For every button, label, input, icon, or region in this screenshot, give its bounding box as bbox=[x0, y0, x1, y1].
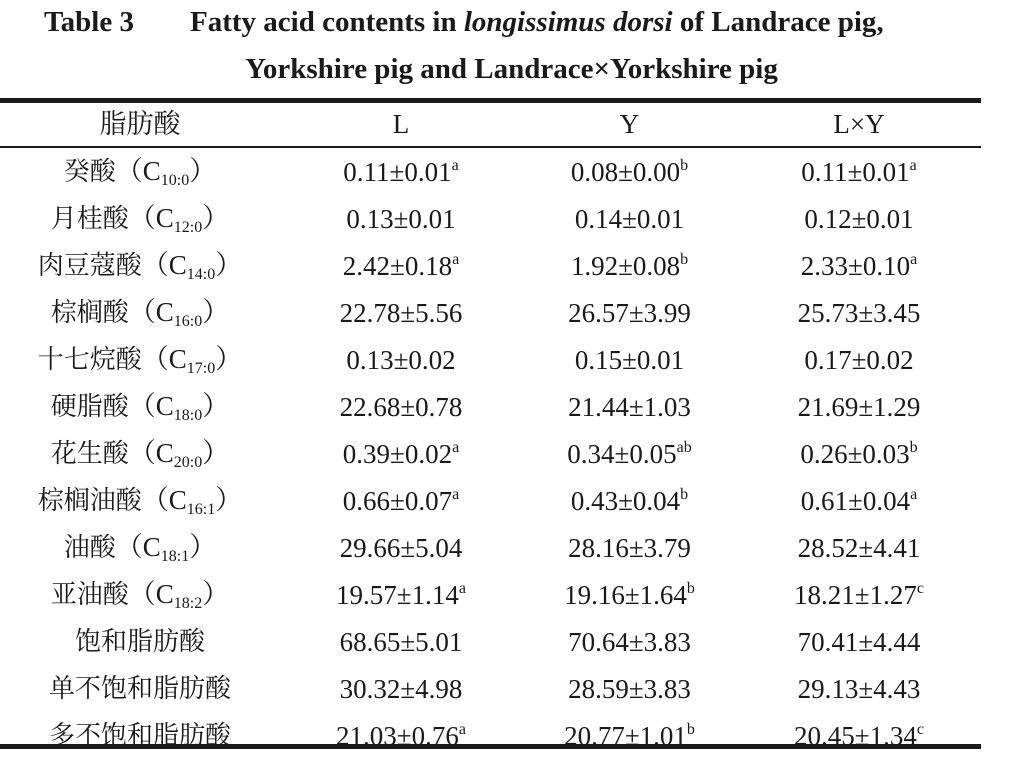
value-l-cell bbox=[280, 665, 522, 712]
formula-open: （C bbox=[141, 485, 187, 515]
table-row bbox=[0, 524, 981, 571]
value-y: 0.15±0.01 bbox=[574, 344, 685, 375]
fatty-acid-formula bbox=[128, 579, 230, 612]
value-l: 21.03±0.76 bbox=[336, 720, 459, 751]
fatty-acid-name: 肉豆蔻酸 bbox=[37, 251, 142, 281]
fatty-acid-table bbox=[0, 103, 981, 759]
formula-subscript: 16:1 bbox=[186, 501, 216, 518]
value-l-cell bbox=[280, 195, 522, 242]
value-y: 0.43±0.04 bbox=[570, 485, 681, 516]
formula-close: ） bbox=[215, 250, 243, 280]
formula-subscript: 16:0 bbox=[173, 313, 203, 330]
table-row bbox=[0, 146, 981, 195]
formula-subscript: 12:0 bbox=[173, 219, 203, 236]
table-row bbox=[0, 571, 981, 618]
fatty-acid-name-cell bbox=[0, 430, 280, 477]
value-lxy: 28.52±4.41 bbox=[797, 532, 921, 563]
significance-superscript: c bbox=[916, 720, 924, 738]
value-lxy-cell bbox=[737, 195, 981, 242]
value-y: 0.14±0.01 bbox=[574, 203, 685, 234]
fatty-acid-name-cell bbox=[0, 712, 280, 759]
fatty-acid-name-cell bbox=[0, 477, 280, 524]
formula-subscript: 18:0 bbox=[173, 407, 203, 424]
fatty-acid-formula bbox=[141, 485, 243, 518]
value-y-cell bbox=[522, 195, 737, 242]
title-prefix: Fatty acid contents in bbox=[190, 6, 464, 38]
table-row bbox=[0, 242, 981, 289]
value-l: 0.11±0.01 bbox=[343, 156, 452, 187]
formula-close: ） bbox=[202, 579, 230, 609]
significance-superscript: a bbox=[910, 485, 918, 503]
formula-open: （C bbox=[115, 156, 161, 186]
value-l: 0.39±0.02 bbox=[342, 438, 453, 469]
formula-close: ） bbox=[202, 203, 230, 233]
table-row bbox=[0, 383, 981, 430]
value-l-cell bbox=[280, 571, 522, 618]
fatty-acid-name: 棕榈酸 bbox=[50, 298, 129, 328]
value-lxy-cell bbox=[737, 571, 981, 618]
title-suffix: of Landrace pig, bbox=[672, 6, 884, 38]
formula-close: ） bbox=[202, 391, 230, 421]
value-l-cell bbox=[280, 289, 522, 336]
table-caption-line-2 bbox=[0, 53, 1017, 86]
significance-superscript: c bbox=[916, 579, 924, 597]
formula-open: （C bbox=[128, 438, 174, 468]
fatty-acid-formula bbox=[128, 203, 230, 236]
table-body bbox=[0, 146, 981, 759]
value-lxy: 0.61±0.04 bbox=[800, 485, 911, 516]
table-row bbox=[0, 430, 981, 477]
value-lxy-cell bbox=[737, 712, 981, 759]
value-y: 0.08±0.00 bbox=[570, 156, 681, 187]
significance-superscript: a bbox=[452, 438, 460, 456]
value-l-cell bbox=[280, 336, 522, 383]
formula-open: （C bbox=[141, 250, 187, 280]
value-y: 26.57±3.99 bbox=[568, 297, 691, 328]
table-row bbox=[0, 618, 981, 665]
value-lxy: 29.13±4.43 bbox=[797, 673, 921, 704]
significance-superscript: b bbox=[680, 156, 689, 174]
value-y: 1.92±0.08 bbox=[570, 250, 681, 281]
significance-superscript: b bbox=[686, 579, 695, 597]
value-y-cell bbox=[522, 524, 737, 571]
fatty-acid-formula bbox=[141, 344, 243, 377]
fatty-acid-name: 单不饱和脂肪酸 bbox=[48, 674, 231, 704]
formula-open: （C bbox=[141, 344, 187, 374]
value-l: 22.68±0.78 bbox=[339, 391, 463, 422]
significance-superscript: a bbox=[909, 156, 917, 174]
fatty-acid-name-cell bbox=[0, 383, 280, 430]
fatty-acid-name-cell bbox=[0, 289, 280, 336]
header-row bbox=[0, 103, 981, 146]
significance-superscript: b bbox=[909, 438, 918, 456]
value-l: 0.13±0.01 bbox=[346, 203, 456, 234]
value-lxy: 70.41±4.44 bbox=[797, 626, 921, 657]
fatty-acid-name-cell bbox=[0, 665, 280, 712]
value-y-cell bbox=[522, 665, 737, 712]
value-l: 68.65±5.01 bbox=[339, 626, 463, 657]
fatty-acid-formula bbox=[115, 156, 217, 189]
value-y-cell bbox=[522, 383, 737, 430]
table-row bbox=[0, 665, 981, 712]
value-l: 22.78±5.56 bbox=[339, 297, 463, 328]
value-l-cell bbox=[280, 618, 522, 665]
table-row bbox=[0, 712, 981, 759]
fatty-acid-name: 十七烷酸 bbox=[37, 345, 142, 375]
value-y-cell bbox=[522, 336, 737, 383]
value-lxy: 18.21±1.27 bbox=[794, 579, 917, 610]
value-lxy-cell bbox=[737, 618, 981, 665]
value-lxy: 0.17±0.02 bbox=[804, 344, 914, 375]
formula-close: ） bbox=[215, 485, 243, 515]
value-y: 28.59±3.83 bbox=[568, 673, 691, 704]
value-lxy: 21.69±1.29 bbox=[797, 391, 921, 422]
table-row bbox=[0, 336, 981, 383]
value-y: 0.34±0.05 bbox=[567, 438, 677, 469]
value-y: 21.44±1.03 bbox=[568, 391, 691, 422]
significance-superscript: a bbox=[452, 485, 460, 503]
table-label: Table 3 bbox=[44, 6, 134, 38]
fatty-acid-name-cell bbox=[0, 524, 280, 571]
fatty-acid-formula bbox=[128, 391, 230, 424]
fatty-acid-name: 油酸 bbox=[63, 533, 116, 563]
column-header-y: Y bbox=[619, 109, 640, 139]
formula-open: （C bbox=[115, 532, 161, 562]
fatty-acid-name: 癸酸 bbox=[63, 157, 116, 187]
significance-superscript: a bbox=[458, 579, 466, 597]
value-lxy-cell bbox=[737, 524, 981, 571]
value-y-cell bbox=[522, 712, 737, 759]
value-lxy: 0.26±0.03 bbox=[800, 438, 910, 469]
significance-superscript: a bbox=[910, 250, 918, 268]
significance-superscript: a bbox=[458, 720, 466, 738]
formula-open: （C bbox=[128, 203, 174, 233]
value-lxy-cell bbox=[737, 665, 981, 712]
value-l-cell bbox=[280, 477, 522, 524]
value-lxy: 0.12±0.01 bbox=[804, 203, 914, 234]
value-lxy-cell bbox=[737, 146, 981, 195]
value-y: 19.16±1.64 bbox=[564, 579, 687, 610]
value-lxy: 0.11±0.01 bbox=[801, 156, 910, 187]
value-y-cell bbox=[522, 477, 737, 524]
fatty-acid-name: 硬脂酸 bbox=[50, 392, 129, 422]
significance-superscript: b bbox=[680, 250, 689, 268]
fatty-acid-formula bbox=[128, 297, 230, 330]
column-header-fatty-acid: 脂肪酸 bbox=[99, 109, 181, 140]
fatty-acid-formula bbox=[128, 438, 230, 471]
value-l: 29.66±5.04 bbox=[339, 532, 463, 563]
column-header-lxy: L×Y bbox=[833, 109, 885, 139]
table-title bbox=[190, 6, 884, 39]
value-l: 30.32±4.98 bbox=[339, 673, 463, 704]
value-l-cell bbox=[280, 383, 522, 430]
value-lxy-cell bbox=[737, 477, 981, 524]
fatty-acid-formula bbox=[115, 532, 217, 565]
formula-subscript: 17:0 bbox=[186, 360, 216, 377]
fatty-acid-name-cell bbox=[0, 571, 280, 618]
significance-superscript: b bbox=[680, 485, 689, 503]
fatty-acid-name: 饱和脂肪酸 bbox=[74, 627, 205, 657]
value-y-cell bbox=[522, 289, 737, 336]
value-y: 20.77±1.01 bbox=[564, 720, 687, 751]
formula-open: （C bbox=[128, 297, 174, 327]
value-y-cell bbox=[522, 146, 737, 195]
value-y-cell bbox=[522, 618, 737, 665]
value-l-cell bbox=[280, 146, 522, 195]
significance-superscript: a bbox=[452, 250, 460, 268]
formula-open: （C bbox=[128, 391, 174, 421]
value-l: 0.66±0.07 bbox=[342, 485, 453, 516]
value-lxy: 20.45±1.34 bbox=[794, 720, 917, 751]
value-l: 0.13±0.02 bbox=[346, 344, 456, 375]
fatty-acid-name-cell bbox=[0, 146, 280, 195]
value-l-cell bbox=[280, 524, 522, 571]
formula-close: ） bbox=[202, 297, 230, 327]
value-y: 70.64±3.83 bbox=[568, 626, 691, 657]
fatty-acid-name: 多不饱和脂肪酸 bbox=[48, 721, 231, 751]
value-y-cell bbox=[522, 430, 737, 477]
value-l: 2.42±0.18 bbox=[342, 250, 453, 281]
fatty-acid-name-cell bbox=[0, 618, 280, 665]
formula-subscript: 10:0 bbox=[160, 172, 190, 189]
value-y: 28.16±3.79 bbox=[568, 532, 691, 563]
significance-superscript: a bbox=[451, 156, 459, 174]
formula-subscript: 18:2 bbox=[173, 595, 203, 612]
value-lxy: 2.33±0.10 bbox=[800, 250, 911, 281]
value-lxy-cell bbox=[737, 289, 981, 336]
table-row bbox=[0, 195, 981, 242]
formula-close: ） bbox=[215, 344, 243, 374]
value-l-cell bbox=[280, 430, 522, 477]
formula-subscript: 18:1 bbox=[160, 548, 190, 565]
table-row bbox=[0, 289, 981, 336]
fatty-acid-name: 亚油酸 bbox=[50, 580, 129, 610]
value-lxy-cell bbox=[737, 336, 981, 383]
value-l: 19.57±1.14 bbox=[336, 579, 459, 610]
value-y-cell bbox=[522, 242, 737, 289]
fatty-acid-name: 月桂酸 bbox=[50, 204, 129, 234]
fatty-acid-name-cell bbox=[0, 242, 280, 289]
fatty-acid-name: 棕榈油酸 bbox=[37, 486, 142, 516]
formula-close: ） bbox=[189, 532, 217, 562]
fatty-acid-name-cell bbox=[0, 336, 280, 383]
value-l-cell bbox=[280, 242, 522, 289]
title-italic: longissimus dorsi bbox=[463, 6, 673, 38]
fatty-acid-formula bbox=[141, 250, 243, 283]
value-lxy: 25.73±3.45 bbox=[797, 297, 921, 328]
value-lxy-cell bbox=[737, 383, 981, 430]
title-line-2: Yorkshire pig and Landrace×Yorkshire pig bbox=[245, 53, 778, 85]
table-row bbox=[0, 477, 981, 524]
formula-close: ） bbox=[202, 438, 230, 468]
value-lxy-cell bbox=[737, 242, 981, 289]
formula-open: （C bbox=[128, 579, 174, 609]
significance-superscript: ab bbox=[676, 438, 692, 456]
formula-subscript: 20:0 bbox=[173, 454, 203, 471]
formula-close: ） bbox=[189, 156, 217, 186]
fatty-acid-name: 花生酸 bbox=[50, 439, 129, 469]
significance-superscript: b bbox=[686, 720, 695, 738]
formula-subscript: 14:0 bbox=[186, 266, 216, 283]
value-y-cell bbox=[522, 571, 737, 618]
fatty-acid-name-cell bbox=[0, 195, 280, 242]
column-header-l: L bbox=[392, 109, 410, 139]
value-l-cell bbox=[280, 712, 522, 759]
value-lxy-cell bbox=[737, 430, 981, 477]
